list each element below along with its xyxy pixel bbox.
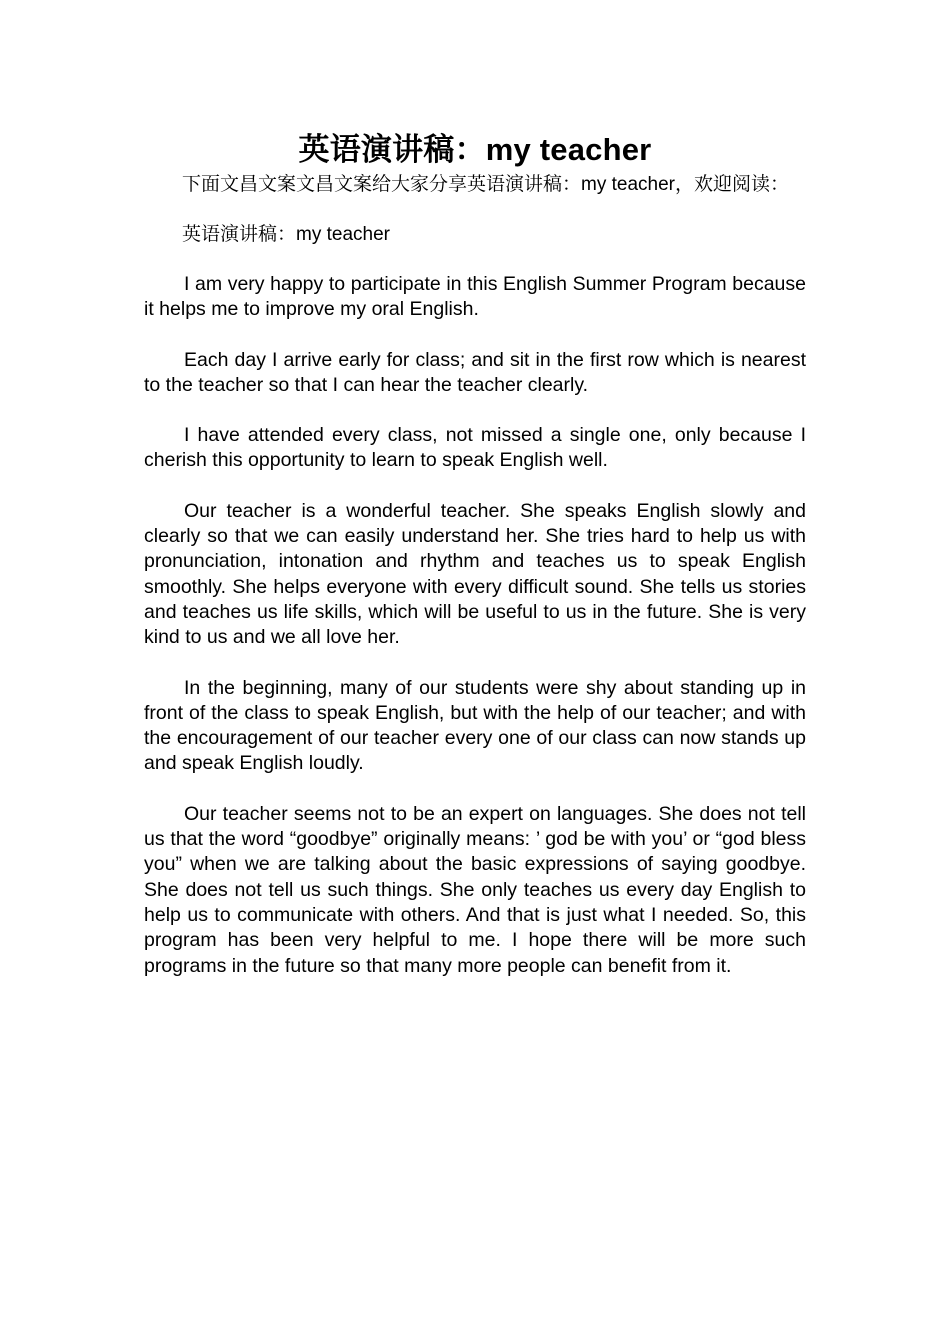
paragraph-4: Our teacher is a wonderful teacher. She speaks English slowly and clearly so that we can easily understand her. She tries hard to help us with pronunciation, intonation and rhythm and teaches us to speak English smoothly. She helps everyone with every difficult sound. She tells us stories and teaches us life skills, which will be useful to us in the future. She is very kind to us and we all love her. <box>144 499 806 649</box>
intro-line: 下面文昌文案文昌文案给大家分享英语演讲稿：my teacher，欢迎阅读： <box>182 174 789 195</box>
speech-subtitle: 英语演讲稿：my teacher <box>182 224 390 245</box>
paragraph-1: I am very happy to participate in this English Summer Program because it helps me to improve my oral English. <box>144 273 806 321</box>
document-page <box>144 128 806 979</box>
document-title: 英语演讲稿：my teacher <box>298 132 652 167</box>
paragraph-5: In the beginning, many of our students were shy about standing up in front of the class to speak English, but with the help of our teacher; and with the encouragement of our teacher every one of our class can now stands up and speak English loudly. <box>144 676 806 775</box>
paragraph-3: I have attended every class, not missed a single one, only because I cherish this opportunity to learn to speak English well. <box>144 424 806 472</box>
paragraph-2: Each day I arrive early for class; and sit in the first row which is nearest to the teacher so that I can hear the teacher clearly. <box>144 348 806 396</box>
paragraph-6: Our teacher seems not to be an expert on languages. She does not tell us that the word “goodbye” originally means: ’ god be with you’ or “god bless you” when we are talking about the basic expressions of saying goodbye. She does not tell us such things. She only teaches us every day English to help us to communicate with others. And that is just what I needed. So, this program has been very helpful to me. I hope there will be more such programs in the future so that many more people can benefit from it. <box>144 802 806 977</box>
